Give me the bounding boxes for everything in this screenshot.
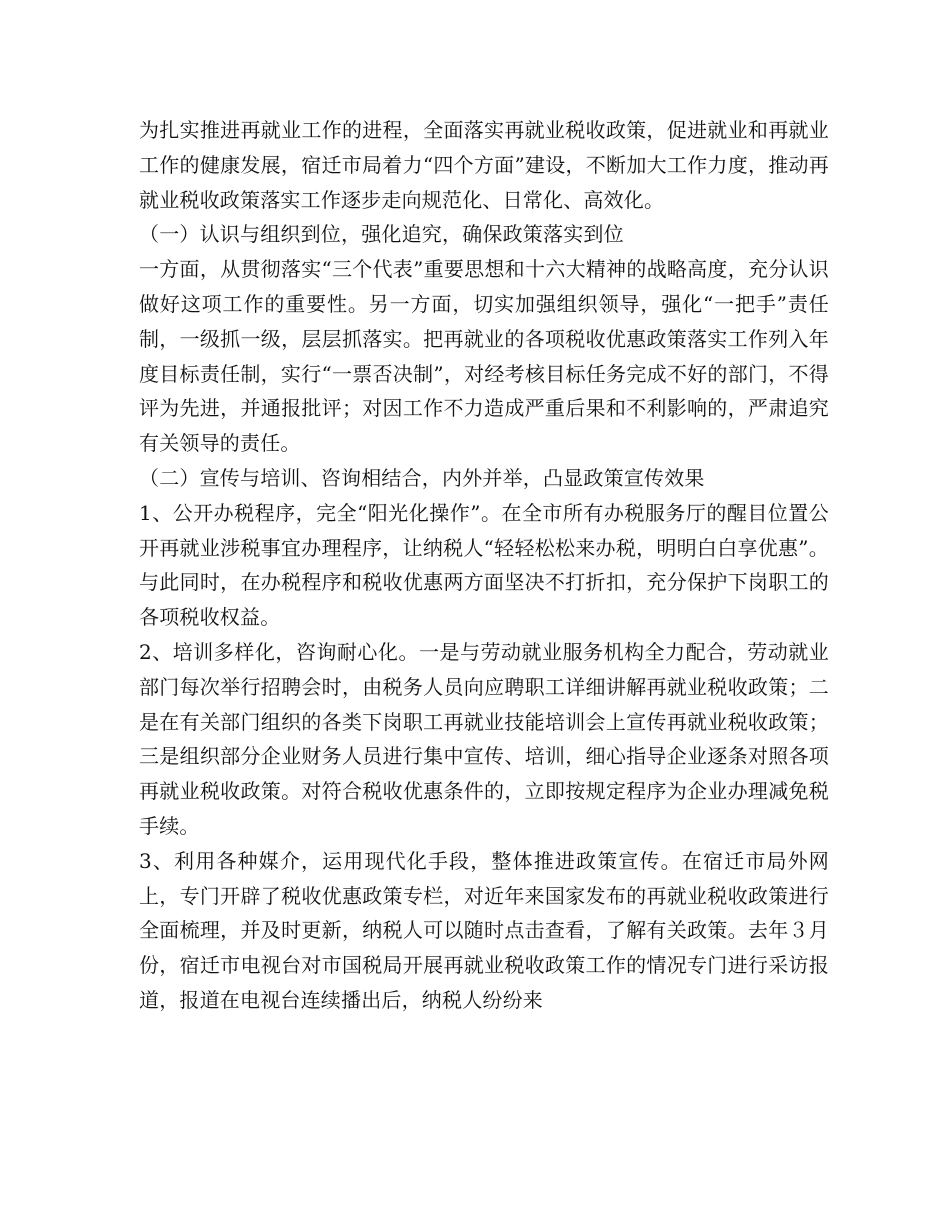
intro-paragraph: 为扎实推进再就业工作的进程，全面落实再就业税收政策，促进就业和再就业工作的健康发展，宿迁市局着力“四个方面”建设，不断加大工作力度，推动再就业税收政策落实工作逐步走向规范化、日常化、高效化。 <box>139 118 829 212</box>
section-2-item-3: 3、利用各种媒介，运用现代化手段，整体推进政策宣传。在宿迁市局外网上，专门开辟了税收优惠政策专栏，对近年来国家发布的再就业税收政策进行全面梳理，并及时更新，纳税人可以随时点击查看，了解有关政策。去年３月份，宿迁市电视台对市国税局开展再就业税收政策工作的情况专门进行采访报道，报道在电视台连续播出后，纳税人纷纷来 <box>139 848 829 1012</box>
section-heading-1: （一）认识与组织到位，强化追究，确保政策落实到位 <box>139 222 624 247</box>
section-2-item-1: 1、公开办税程序，完全“阳光化操作”。在全市所有办税服务厅的醒目位置公开再就业涉税事宜办理程序，让纳税人“轻轻松松来办税，明明白白享优惠”。与此同时，在办税程序和税收优惠两方面坚决不打折扣，充分保护下岗职工的各项税收权益。 <box>139 500 829 630</box>
section-1-paragraph: 一方面，从贯彻落实“三个代表”重要思想和十六大精神的战略高度，充分认识做好这项工作的重要性。另一方面，切实加强组织领导，强化“一把手”责任制，一级抓一级，层层抓落实。把再就业的各项税收优惠政策落实工作列入年度目标责任制，实行“一票否决制”，对经考核目标任务完成不好的部门，不得评为先进，并通报批评；对因工作不力造成严重后果和不利影响的，严肃追究有关领导的责任。 <box>139 257 829 456</box>
document-body <box>139 113 829 1018</box>
section-2-item-2: 2、培训多样化，咨询耐心化。一是与劳动就业服务机构全力配合，劳动就业部门每次举行招聘会时，由税务人员向应聘职工详细讲解再就业税收政策；二是在有关部门组织的各类下岗职工再就业技能培训会上宣传再就业税收政策；三是组织部分企业财务人员进行集中宣传、培训，细心指导企业逐条对照各项再就业税收政策。对符合税收优惠条件的，立即按规定程序为企业办理减免税手续。 <box>139 639 829 838</box>
section-heading-2: （二）宣传与培训、咨询相结合，内外并举，凸显政策宣传效果 <box>139 465 705 490</box>
